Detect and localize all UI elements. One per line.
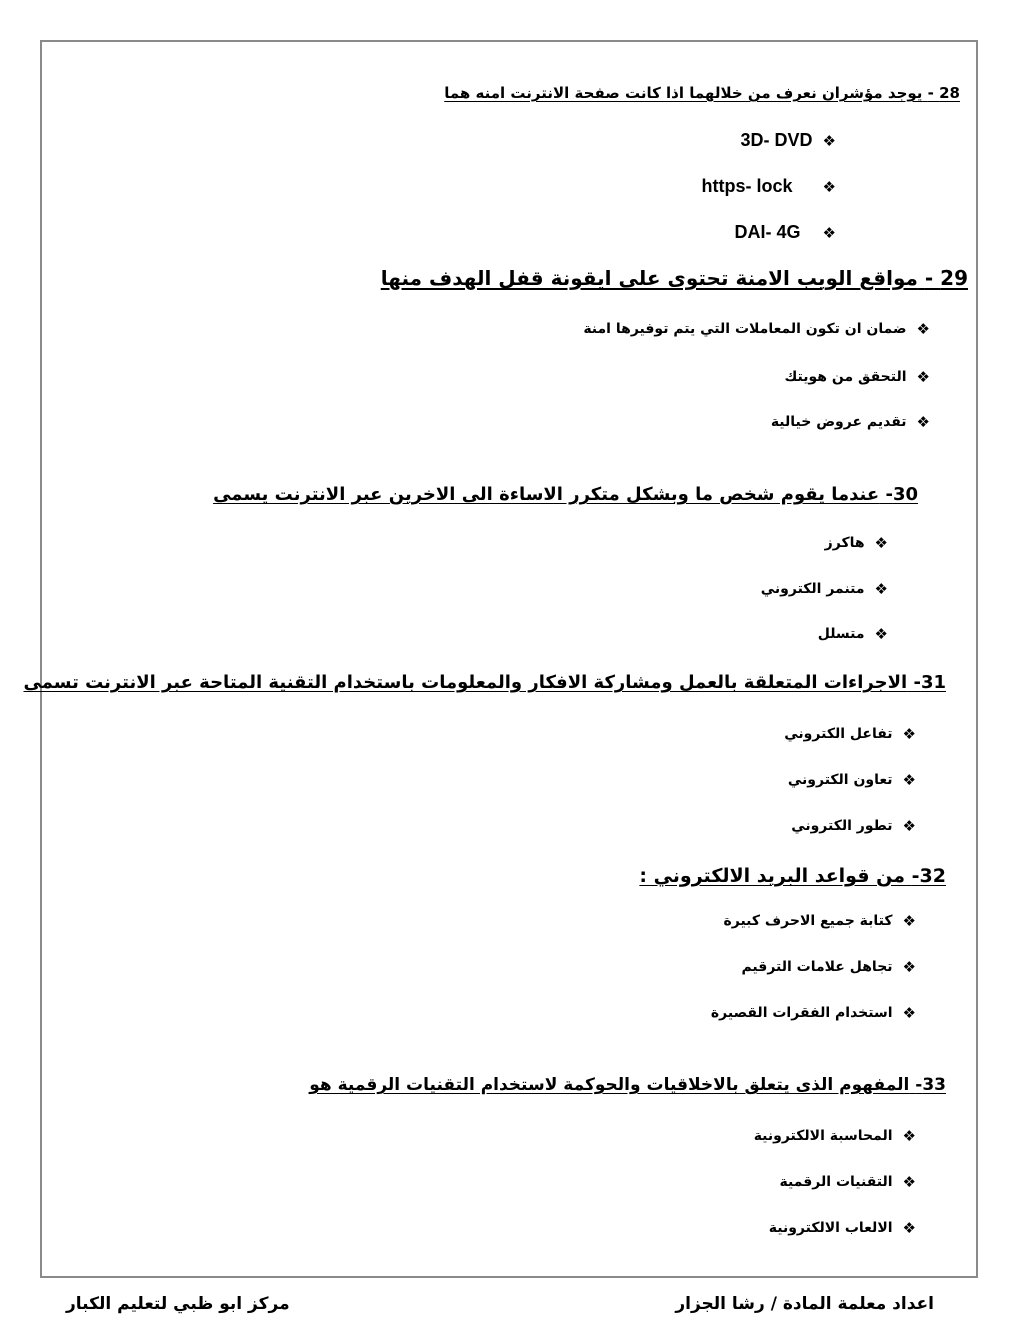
diamond-bullet-icon: ❖ <box>902 817 916 835</box>
option-31-2[interactable] <box>788 771 916 789</box>
diamond-bullet-icon: ❖ <box>902 1127 916 1145</box>
option-text: https- lock <box>701 176 793 196</box>
option-text: تجاهل علامات الترقيم <box>741 959 893 975</box>
diamond-bullet-icon: ❖ <box>902 958 916 976</box>
option-text: هاكرز <box>824 535 865 551</box>
question-29 <box>381 266 968 290</box>
option-text: استخدام الفقرات القصيرة <box>710 1005 893 1021</box>
question-number: 28 - <box>927 84 960 102</box>
option-33-1[interactable] <box>754 1127 916 1145</box>
question-number: 32- <box>911 865 946 887</box>
diamond-bullet-icon: ❖ <box>874 625 888 643</box>
question-text: المفهوم الذى يتعلق بالاخلاقيات والحوكمة لاستخدام التقنيات الرقمية هو <box>309 1075 910 1095</box>
option-28-1[interactable] <box>741 130 836 151</box>
question-text: مواقع الويب الامنة تحتوى على ايقونة قفل الهدف منها <box>380 266 918 290</box>
option-text: ضمان ان تكون المعاملات التي يتم توفيرها امنة <box>583 321 907 337</box>
option-29-2[interactable] <box>784 368 930 386</box>
diamond-bullet-icon: ❖ <box>902 912 916 930</box>
question-text: عندما يقوم شخص ما وبشكل متكرر الاساءة الى الاخرين عبر الانترنت يسمى <box>213 484 880 505</box>
question-32 <box>639 865 946 887</box>
option-30-3[interactable] <box>818 625 888 643</box>
option-30-2[interactable] <box>761 580 888 598</box>
diamond-bullet-icon: ❖ <box>874 580 888 598</box>
option-text: المحاسبة الالكترونية <box>753 1128 893 1144</box>
option-31-3[interactable] <box>791 817 916 835</box>
option-text: التحقق من هويتك <box>784 369 907 385</box>
question-number: 33- <box>915 1075 946 1095</box>
diamond-bullet-icon: ❖ <box>902 1004 916 1022</box>
option-32-3[interactable] <box>711 1004 916 1022</box>
diamond-bullet-icon: ❖ <box>916 413 930 431</box>
option-29-1[interactable] <box>583 320 930 338</box>
diamond-bullet-icon: ❖ <box>902 1173 916 1191</box>
question-31 <box>23 672 946 693</box>
option-33-2[interactable] <box>780 1173 916 1191</box>
option-text: تطور الكتروني <box>791 818 893 834</box>
question-number: 30- <box>885 484 918 505</box>
option-text: 3D- DVD <box>740 130 813 150</box>
question-number: 29 - <box>924 266 968 290</box>
question-33 <box>309 1075 946 1095</box>
option-text: تعاون الكتروني <box>787 772 893 788</box>
diamond-bullet-icon: ❖ <box>822 223 836 242</box>
question-30 <box>213 484 918 505</box>
option-text: تقديم عروض خيالية <box>770 414 907 430</box>
diamond-bullet-icon: ❖ <box>822 131 836 150</box>
option-text: تفاعل الكتروني <box>784 726 893 742</box>
diamond-bullet-icon: ❖ <box>902 725 916 743</box>
question-text: يوجد مؤشران نعرف من خلالهما اذا كانت صفحة الانترنت امنه هما <box>444 84 923 102</box>
diamond-bullet-icon: ❖ <box>916 320 930 338</box>
question-28 <box>444 84 960 102</box>
option-text: متنمر الكتروني <box>760 581 865 597</box>
question-number: 31- <box>913 672 946 693</box>
option-30-1[interactable] <box>825 534 888 552</box>
footer-center-name: مركز ابو ظبي لتعليم الكبار <box>66 1294 290 1314</box>
option-32-1[interactable] <box>723 912 916 930</box>
option-28-3[interactable] <box>735 222 836 243</box>
question-text: الاجراءات المتعلقة بالعمل ومشاركة الافكار والمعلومات باستخدام التقنية المتاحة عبر الانترنت تسمى <box>23 672 908 693</box>
option-text: كتابة جميع الاحرف كبيرة <box>723 913 893 929</box>
option-32-2[interactable] <box>741 958 916 976</box>
diamond-bullet-icon: ❖ <box>822 177 836 196</box>
option-33-3[interactable] <box>769 1219 916 1237</box>
diamond-bullet-icon: ❖ <box>902 771 916 789</box>
option-text: متسلل <box>817 626 865 642</box>
question-text: من قواعد البريد الالكتروني : <box>639 865 906 887</box>
footer-teacher-credit: اعداد معلمة المادة / رشا الجزار <box>675 1294 934 1314</box>
option-text: التقنيات الرقمية <box>779 1174 893 1190</box>
diamond-bullet-icon: ❖ <box>874 534 888 552</box>
option-31-1[interactable] <box>784 725 916 743</box>
option-text: الالعاب الالكترونية <box>768 1220 893 1236</box>
option-text: DAI- 4G <box>734 222 801 242</box>
option-29-3[interactable] <box>771 413 930 431</box>
diamond-bullet-icon: ❖ <box>916 368 930 386</box>
option-28-2[interactable] <box>702 176 836 197</box>
diamond-bullet-icon: ❖ <box>902 1219 916 1237</box>
